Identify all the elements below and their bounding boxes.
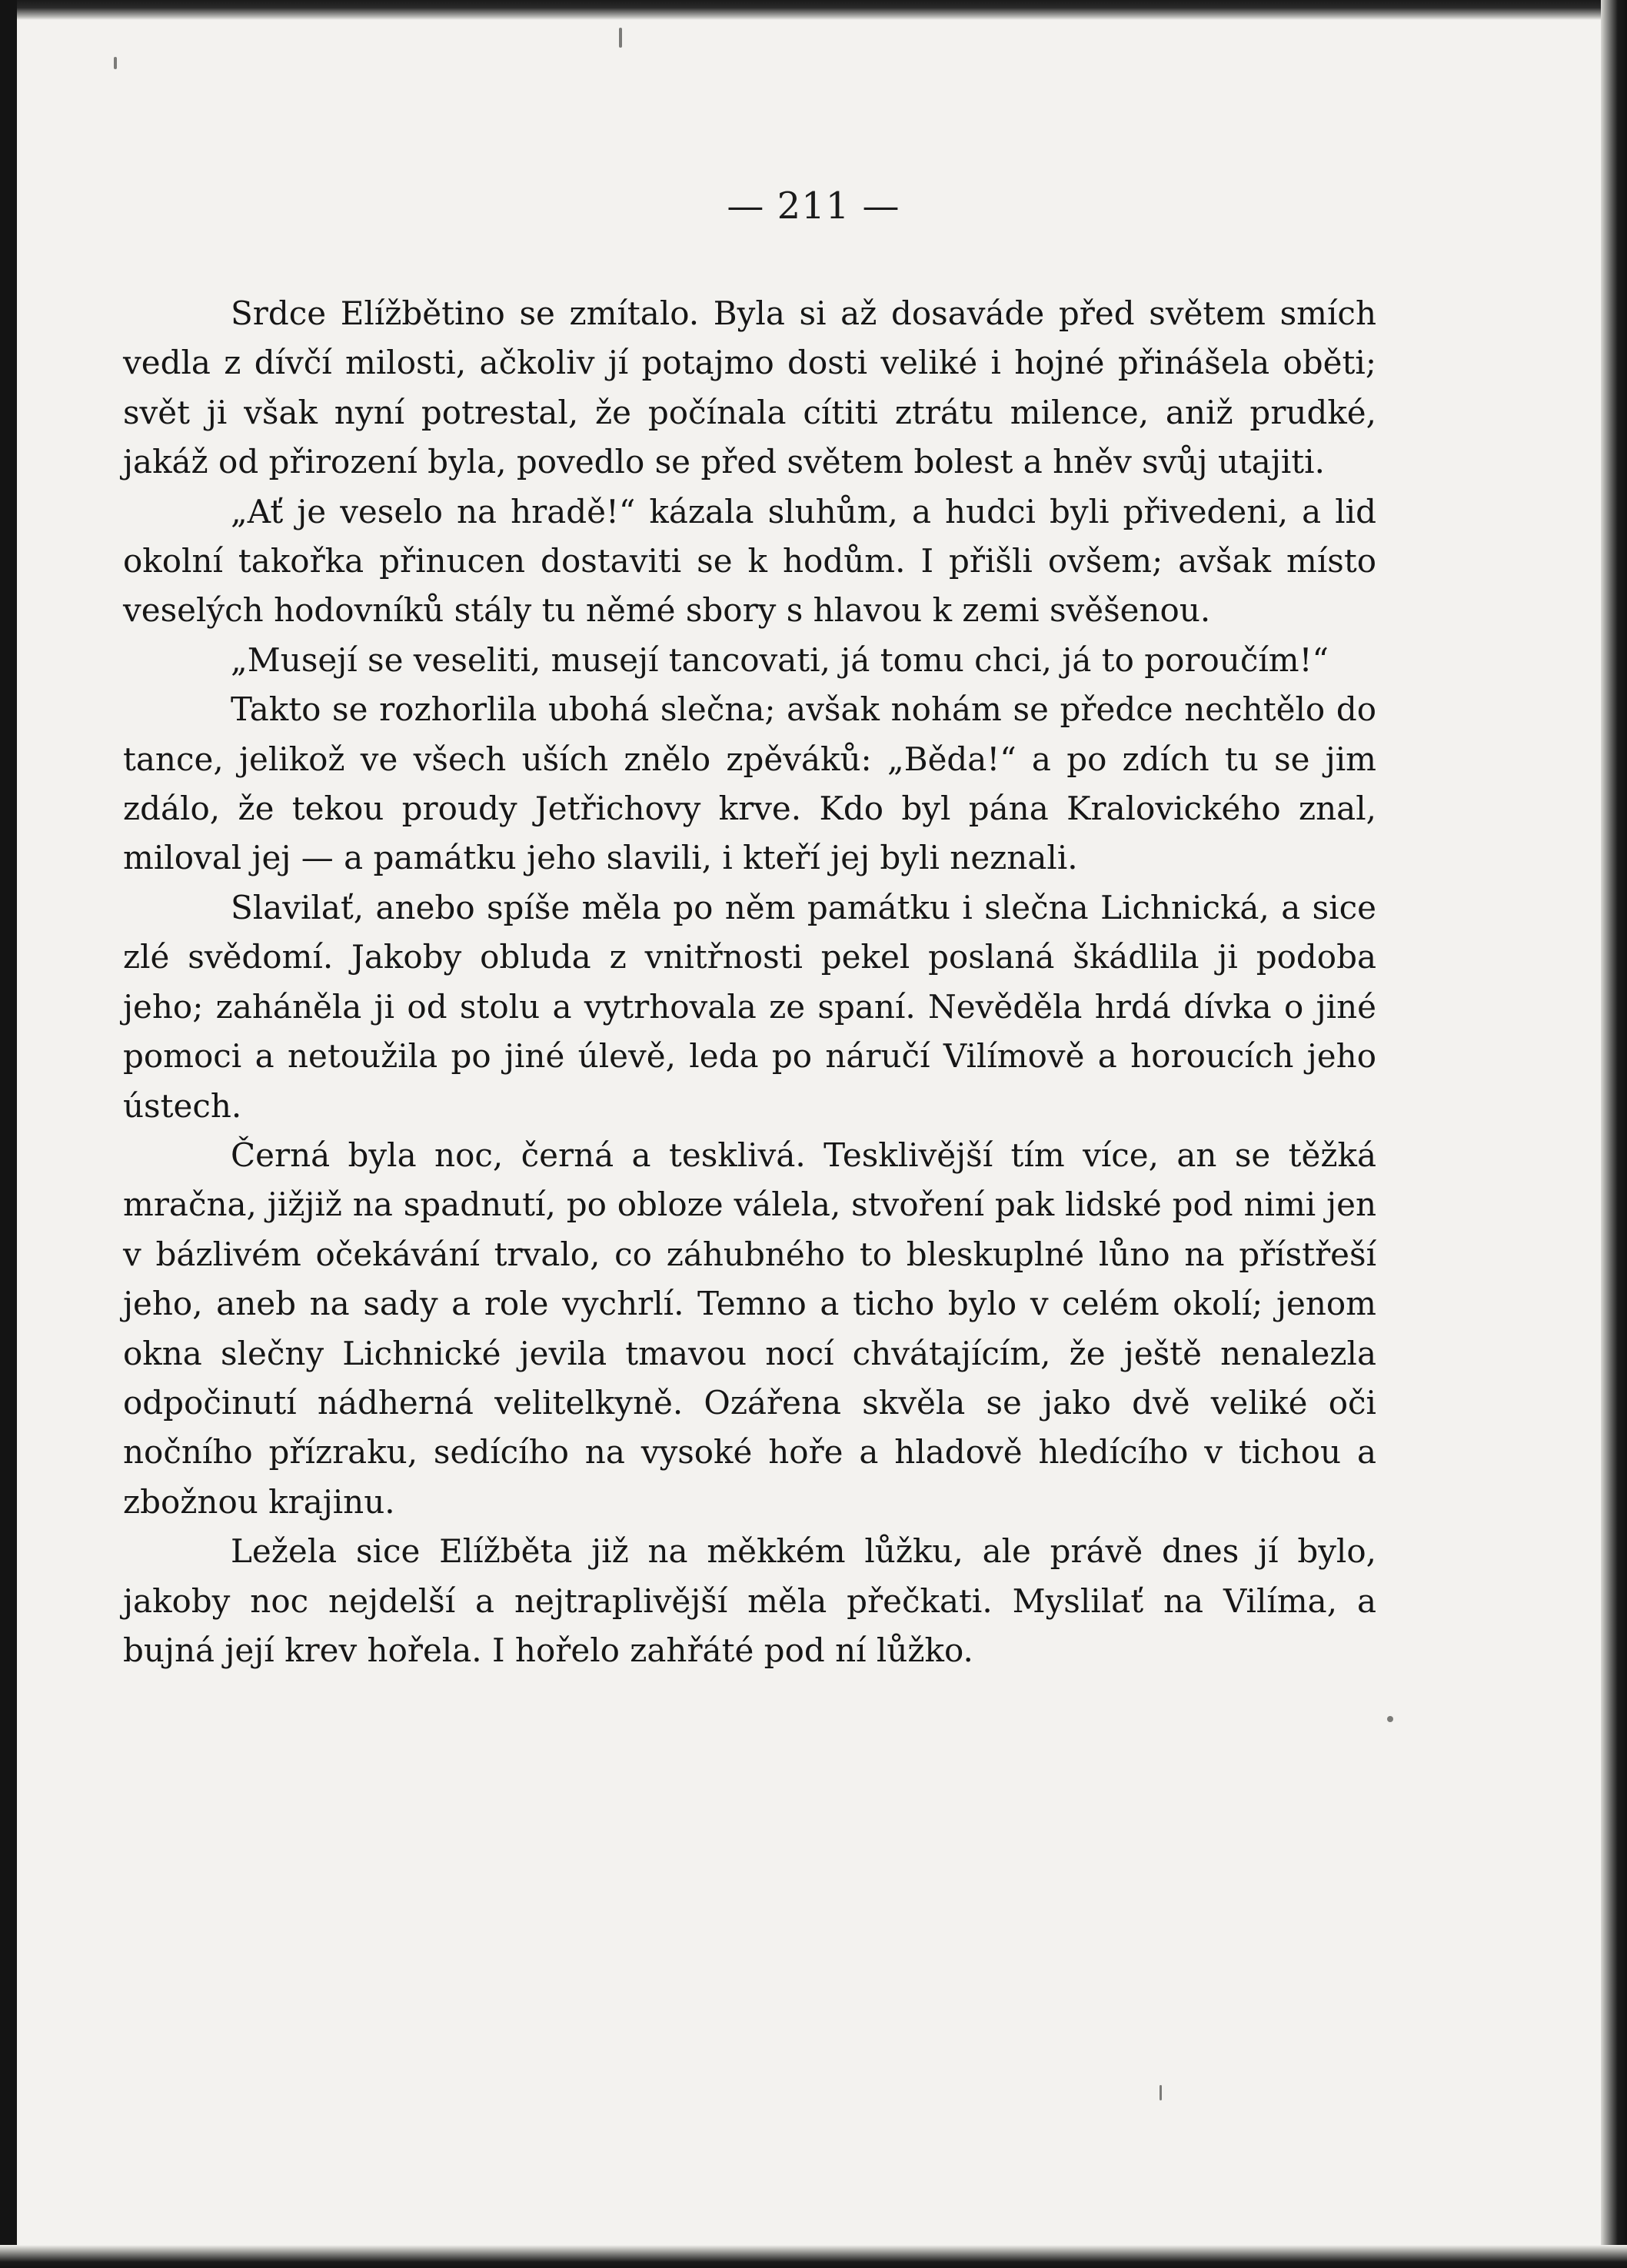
paragraph: Takto se rozhorlila ubohá slečna; avšak nohám se předce nechtělo do tance, jelikož ve všech uších znělo zpěváků: „Běda!“ a po zdích tu se jim zdálo, že tekou proudy Jetřichovy krve. Kdo byl pána Kralovického znal, miloval jej — a památku jeho slavili, i kteří jej byli neznali.: [123, 690, 1376, 877]
paragraph: Černá byla noc, černá a tesklivá. Tesklivější tím více, an se těžká mračna, jižjiž na spadnutí, po obloze válela, stvoření pak lidské pod nimi jen v bázlivém očekávání trvalo, co záhubného to bleskuplné lůno na přístřeší jeho, aneb na sady a role vychrlí. Temno a ticho bylo v celém okolí; jenom okna slečny Lichnické jevila tmavou nocí chvátajícím, že ještě nenalezla odpočinutí nádherná velitelkyně. Ozářena skvěla se jako dvě veliké oči nočního přízraku, sedícího na vysoké hoře a hladově hledícího v tichou a zbožnou krajinu.: [123, 1136, 1376, 1521]
scan-edge-right: [1601, 0, 1627, 2268]
dust-speck: [114, 57, 117, 69]
scan-edge-left: [0, 0, 17, 2268]
paragraph: „Ať je veselo na hradě!“ kázala sluhům, a hudci byli přivedeni, a lid okolní takořka přinucen dostaviti se k hodům. I přišli ovšem; avšak místo veselých hodovníků stály tu němé sbory s hlavou k zemi svěšenou.: [123, 492, 1376, 630]
paragraph: Slavilať, anebo spíše měla po něm památku i slečna Lichnická, a sice zlé svědomí. Jakoby obluda z vnitřnosti pekel poslaná škádlila ji podoba jeho; zaháněla ji od stolu a vytrhovala ze spaní. Nevěděla hrdá dívka o jiné pomoci a netoužila po jiné úlevě, leda po náručí Vilímově a horoucích jeho ústech.: [123, 888, 1376, 1125]
paragraph: „Musejí se veseliti, musejí tancovati, já tomu chci, já to poroučím!“: [231, 640, 1329, 679]
dust-speck: [1387, 1716, 1393, 1722]
dust-speck: [1160, 2085, 1162, 2100]
dust-speck: [619, 28, 622, 48]
paragraph: Ležela sice Elížběta již na měkkém lůžku, ale právě dnes jí bylo, jakoby noc nejdelší a nejtraplivější měla přečkati. Myslilať na Vilíma, a bujná její krev hořela. I hořelo zahřáté pod ní lůžko.: [123, 1532, 1376, 1669]
scan-edge-top: [0, 0, 1627, 20]
body-text: [123, 289, 1376, 1675]
scan-edge-bottom: [0, 2245, 1627, 2268]
paragraph: Srdce Elížbětino se zmítalo. Byla si až dosaváde před světem smích vedla z dívčí milosti, ačkoliv jí potajmo dosti veliké i hojné přinášela oběti; svět ji však nyní potrestal, že počínala cítiti ztrátu milence, aniž prudké, jakáž od přirození byla, povedlo se před světem bolest a hněv svůj utajiti.: [123, 294, 1376, 481]
page-number: — 211 —: [727, 185, 900, 228]
